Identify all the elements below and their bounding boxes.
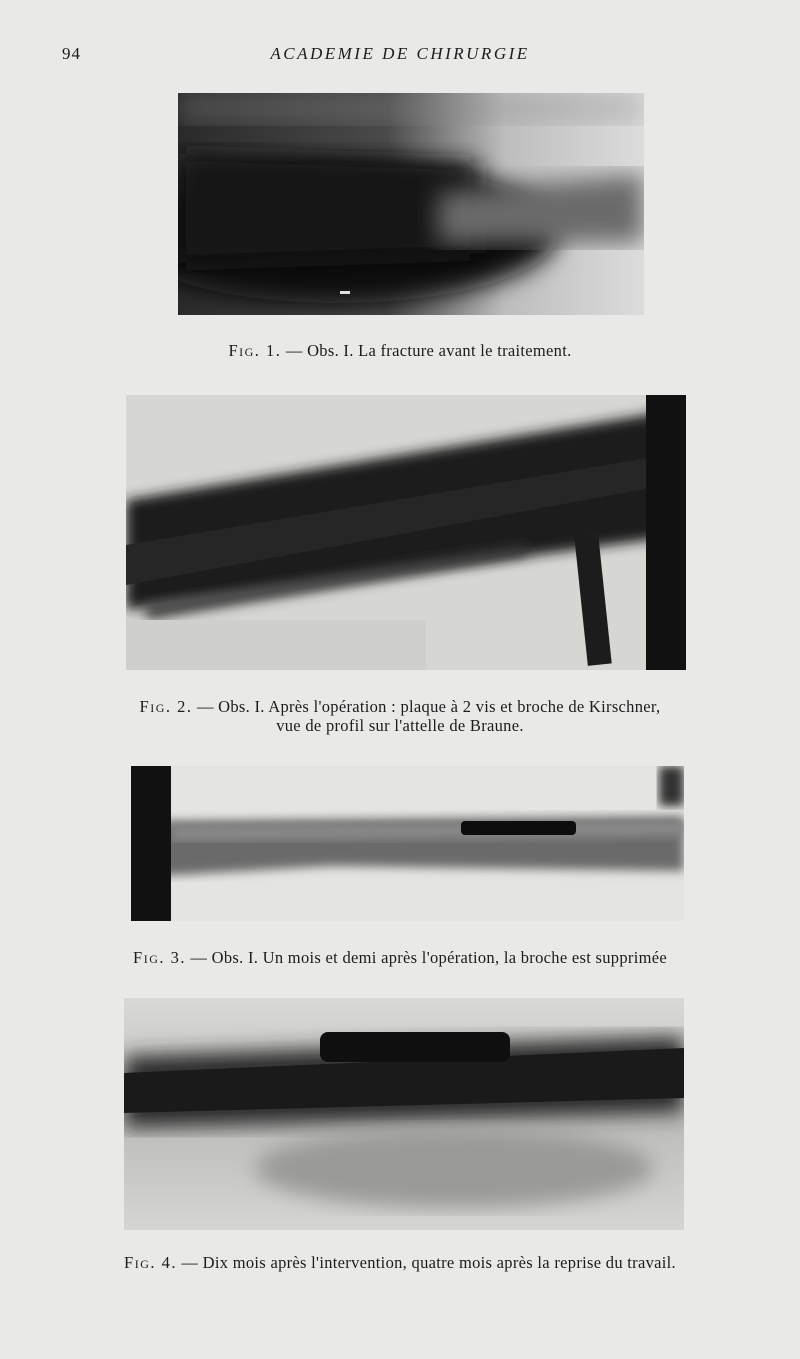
figure-1-caption (0, 341, 800, 360)
figure-4-caption (0, 1253, 800, 1272)
figure-3-label: Fig. 3. (133, 948, 186, 967)
figure-4-caption-text: — Dix mois après l'intervention, quatre mois après la reprise du travail. (177, 1253, 676, 1272)
running-title: ACADEMIE DE CHIRURGIE (270, 44, 530, 63)
figure-2-caption-text: — Obs. I. Après l'opération : plaque à 2 vis et broche de Kirschner, (192, 697, 661, 716)
figure-3-caption (0, 948, 800, 967)
figure-3-xray (131, 766, 684, 921)
figure-3-caption-text: — Obs. I. Un mois et demi après l'opération, la broche est supprimée (185, 948, 667, 967)
figure-1-label: Fig. 1. (228, 341, 282, 360)
figure-1-caption-text: — Obs. I. La fracture avant le traitement. (281, 341, 572, 360)
figure-2-caption-line2: vue de profil sur l'attelle de Braune. (276, 716, 524, 735)
figure-4-xray (124, 998, 684, 1230)
figure-1-xray (178, 93, 644, 315)
figure-2-xray (126, 395, 686, 670)
figure-2-caption (0, 697, 800, 735)
page-number: 94 (62, 44, 81, 63)
figure-4-label: Fig. 4. (124, 1253, 177, 1272)
figure-2-label: Fig. 2. (139, 697, 193, 716)
